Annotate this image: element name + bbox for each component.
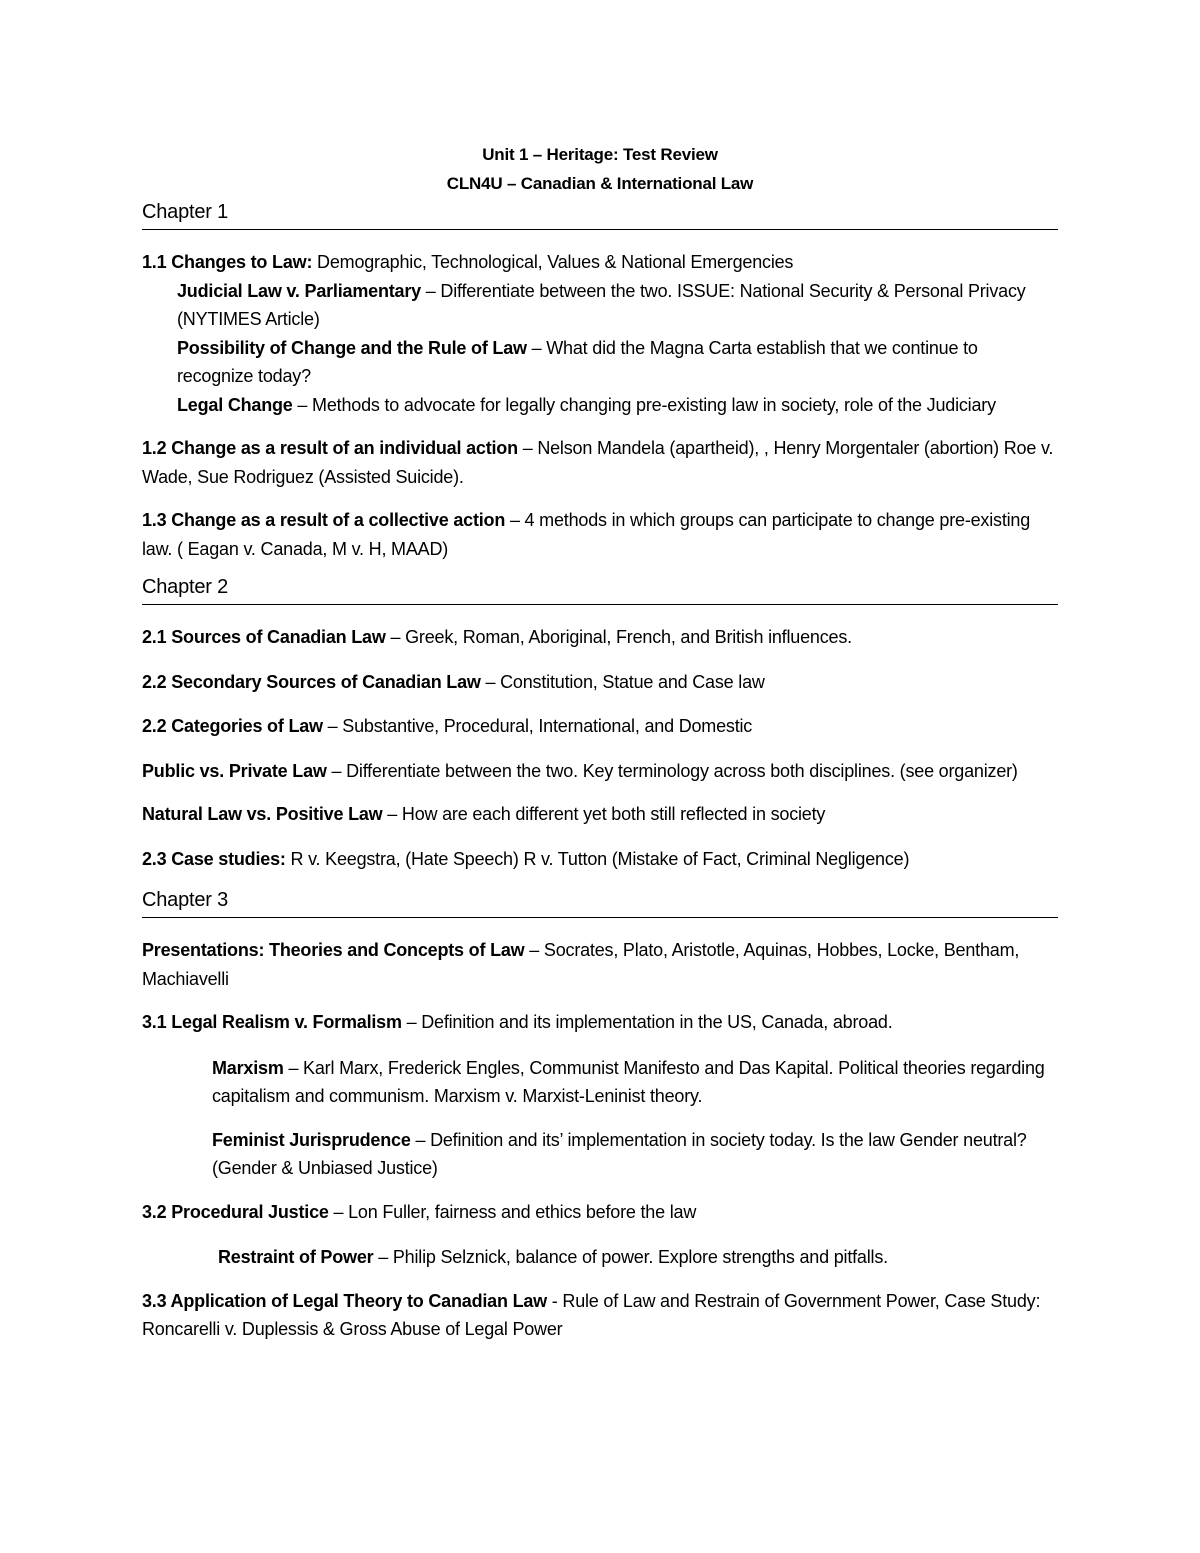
item-text: – Karl Marx, Frederick Engles, Communist Manifesto and Das Kapital. Political theories regarding capitalism and communism. Marxism v. Marxist-Leninist theory. — [212, 1057, 1045, 1106]
item-text: – Differentiate between the two. Key terminology across both disciplines. (see organizer) — [326, 760, 1018, 781]
item-label: 3.3 Application of Legal Theory to Canadian Law — [142, 1290, 547, 1311]
item-label: 1.3 Change as a result of a collective action — [142, 510, 506, 530]
chapter-1-heading: Chapter 1 — [142, 198, 1058, 230]
document-subtitle: CLN4U – Canadian & International Law — [446, 174, 754, 193]
item-2-3 — [142, 845, 1058, 874]
item-label: 3.1 Legal Realism v. Formalism — [142, 1012, 402, 1032]
item-label: 2.3 Case studies: — [142, 848, 286, 869]
item-1-1 — [142, 248, 1058, 277]
item-3-3 — [142, 1287, 1058, 1344]
item-text: – Methods to advocate for legally changing pre-existing law in society, role of the Judiciary — [292, 394, 996, 415]
item-marxism — [142, 1054, 1058, 1111]
document-title: Unit 1 – Heritage: Test Review — [482, 145, 718, 164]
item-1-3 — [142, 506, 1058, 563]
chapter-2-heading: Chapter 2 — [142, 573, 1058, 605]
item-legal-change — [142, 391, 1058, 420]
item-text: Demographic, Technological, Values & National Emergencies — [312, 252, 794, 272]
item-text: – What did the Magna Carta establish that we continue to recognize today? — [177, 337, 978, 386]
chapter-3-heading: Chapter 3 — [142, 886, 1058, 918]
item-text: – 4 methods in which groups can participate to change pre-existing law. ( Eagan v. Canada, M v. H, MAAD) — [142, 510, 1031, 559]
item-text: – Nelson Mandela (apartheid), , Henry Morgentaler (abortion) Roe v. Wade, Sue Rodriguez (Assisted Suicide). — [142, 438, 1054, 487]
item-text: – Philip Selznick, balance of power. Explore strengths and pitfalls. — [373, 1247, 888, 1267]
item-text: – Lon Fuller, fairness and ethics before the law — [328, 1201, 697, 1222]
item-label: Possibility of Change and the Rule of Law — [177, 337, 527, 358]
item-label: Marxism — [212, 1057, 284, 1078]
item-2-2-categories — [142, 712, 1058, 741]
item-1-2 — [142, 434, 1058, 491]
item-text: R v. Keegstra, (Hate Speech) R v. Tutton (Mistake of Fact, Criminal Negligence) — [285, 848, 910, 869]
item-3-2 — [142, 1198, 1058, 1227]
item-label: 2.2 Secondary Sources of Canadian Law — [142, 671, 481, 692]
item-label: Natural Law vs. Positive Law — [142, 804, 383, 824]
item-2-1 — [142, 623, 1058, 652]
item-text: - Rule of Law and Restrain of Government Power, Case Study: Roncarelli v. Duplessis & Gross Abuse of Legal Power — [142, 1290, 1041, 1339]
item-feminist-jurisprudence — [142, 1126, 1058, 1183]
document-page — [142, 140, 1058, 1344]
item-possibility-of-change — [142, 334, 1058, 391]
item-restraint-of-power — [142, 1243, 1058, 1272]
item-label: Presentations: Theories and Concepts of Law — [142, 940, 525, 960]
item-2-2-secondary-sources — [142, 668, 1058, 697]
item-label: 3.2 Procedural Justice — [142, 1201, 329, 1222]
item-label: Feminist Jurisprudence — [212, 1129, 411, 1150]
item-text: – Definition and its implementation in the US, Canada, abroad. — [401, 1012, 893, 1032]
item-label: 2.1 Sources of Canadian Law — [142, 627, 386, 647]
item-text: – Differentiate between the two. ISSUE: National Security & Personal Privacy (NYTIMES Article) — [177, 280, 1026, 329]
item-natural-positive-law — [142, 800, 1058, 829]
item-presentations — [142, 936, 1058, 993]
item-text: – Socrates, Plato, Aristotle, Aquinas, Hobbes, Locke, Bentham, Machiavelli — [142, 940, 1020, 989]
item-text: – Constitution, Statue and Case law — [480, 671, 765, 692]
item-label: Public vs. Private Law — [142, 760, 327, 781]
item-3-1 — [142, 1008, 1058, 1037]
item-label: 1.2 Change as a result of an individual action — [142, 438, 518, 458]
item-public-private-law — [142, 757, 1058, 786]
item-label: 1.1 Changes to Law: — [142, 252, 313, 272]
item-label: Judicial Law v. Parliamentary — [177, 280, 421, 301]
item-label: Legal Change — [177, 394, 293, 415]
item-text: – How are each different yet both still reflected in society — [382, 804, 826, 824]
item-label: 2.2 Categories of Law — [142, 716, 323, 736]
item-text: – Substantive, Procedural, International, and Domestic — [322, 716, 753, 736]
item-text: – Greek, Roman, Aboriginal, French, and British influences. — [385, 627, 852, 647]
item-judicial-law — [142, 277, 1058, 334]
item-label: Restraint of Power — [218, 1247, 374, 1267]
item-text: – Definition and its’ implementation in society today. Is the law Gender neutral? (Gender & Unbiased Justice) — [212, 1129, 1027, 1178]
